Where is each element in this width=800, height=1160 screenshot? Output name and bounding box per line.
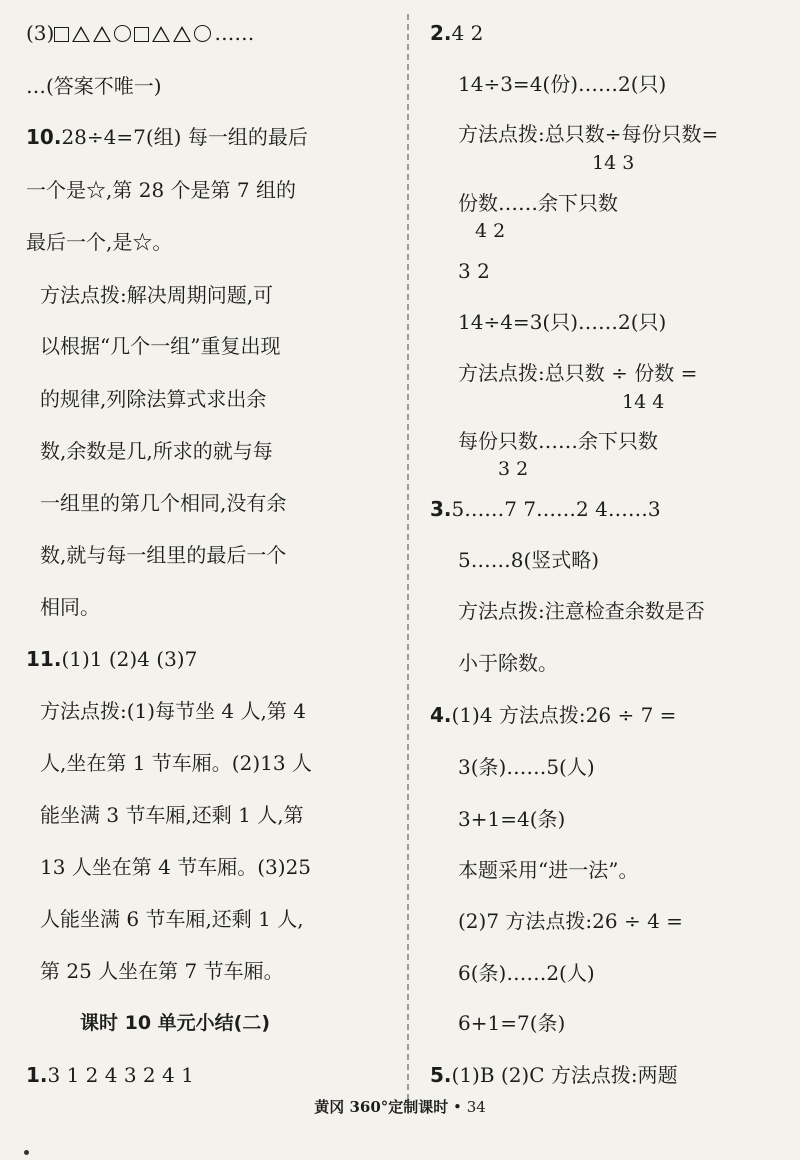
q2-method4-values: 3 2 (498, 458, 529, 480)
s1-number: 1. (26, 1063, 48, 1087)
triangle-shape-icon (72, 26, 90, 42)
q11-number: 11. (26, 647, 62, 671)
q10-number: 10. (26, 125, 62, 149)
q2-number: 2. (430, 21, 452, 45)
page-number: 34 (466, 1098, 486, 1116)
q11-method1: 方法点拨:(1)每节坐 4 人,第 4 (40, 699, 306, 723)
q3-number: 3. (430, 497, 452, 521)
q2-equation2: 14÷4=3(只)……2(只) (458, 310, 667, 334)
circle-shape-icon (194, 25, 211, 42)
triangle-shape-icon (93, 26, 111, 42)
q11-method3: 能坐满 3 节车厢,还剩 1 人,第 (40, 803, 304, 827)
q2-line1 (430, 20, 483, 46)
q11-method4: 13 人坐在第 4 节车厢。(3)25 (40, 855, 312, 879)
footer-separator: • (453, 1098, 462, 1116)
q10-text1: 28÷4=7(组) 每一组的最后 (61, 125, 308, 149)
s1-answers: 3 1 2 4 3 2 4 1 (47, 1063, 194, 1087)
q10-method3: 的规律,列除法算式求出余 (40, 387, 267, 411)
q10-method2: 以根据“几个一组”重复出现 (40, 334, 281, 358)
q2-answers: 4 2 (451, 21, 484, 45)
q4-line1 (430, 702, 676, 728)
q2-method4: 每份只数……余下只数 (458, 429, 658, 453)
q10-method5: 一组里的第几个相同,没有余 (40, 491, 287, 515)
q4-line4: 本题采用“进一法”。 (458, 858, 639, 882)
q10-line1 (26, 124, 308, 150)
q11-method5: 人能坐满 6 节车厢,还剩 1 人, (40, 907, 304, 931)
q2-method2: 份数……余下只数 (458, 191, 618, 215)
q4-line5: (2)7 方法点拨:26 ÷ 4 = (458, 909, 683, 933)
q2-method1-values: 14 3 (592, 152, 635, 174)
q2-method3: 方法点拨:总只数 ÷ 份数 = (458, 361, 698, 385)
q3-answers: 5……7 7……2 4……3 (451, 497, 661, 521)
q5-line1 (430, 1062, 678, 1088)
q10-line3: 最后一个,是☆。 (26, 230, 173, 254)
square-shape-icon (54, 27, 69, 42)
q2-method2-values: 4 2 (475, 220, 506, 242)
triangle-shape-icon (173, 26, 191, 42)
q3-method1: 方法点拨:注意检查余数是否 (458, 599, 705, 623)
q4-number: 4. (430, 703, 452, 727)
q4-line3: 3+1=4(条) (458, 807, 566, 831)
q11-method6: 第 25 人坐在第 7 节车厢。 (40, 959, 284, 983)
q11-line1 (26, 646, 197, 672)
shape-sequence (54, 21, 214, 45)
s1-line (26, 1062, 194, 1088)
q4-line2: 3(条)……5(人) (458, 755, 595, 779)
square-shape-icon (134, 27, 149, 42)
q11-method2: 人,坐在第 1 节车厢。(2)13 人 (40, 751, 312, 775)
q2-method1: 方法点拨:总只数÷每份只数= (458, 122, 719, 146)
circle-shape-icon (114, 25, 131, 42)
q2-answers2: 3 2 (458, 259, 490, 283)
scan-dot (24, 1150, 29, 1155)
q5-number: 5. (430, 1063, 452, 1087)
footer-brand: 黄冈 360°定制课时 (314, 1098, 449, 1116)
q9-note: …(答案不唯一) (26, 74, 162, 98)
q4-line6: 6(条)……2(人) (458, 961, 595, 985)
q5-text: (1)B (2)C 方法点拨:两题 (451, 1063, 678, 1087)
q10-line2: 一个是☆,第 28 个是第 7 组的 (26, 178, 296, 202)
section-heading: 课时 10 单元小结(二) (80, 1012, 271, 1034)
q11-answers: (1)1 (2)4 (3)7 (61, 647, 198, 671)
q3-answers2: 5……8(竖式略) (458, 548, 600, 572)
q9-part3-prefix: (3) (26, 21, 55, 45)
q2-equation1: 14÷3=4(份)……2(只) (458, 72, 667, 96)
q3-method2: 小于除数。 (458, 651, 558, 675)
page-footer (0, 1096, 800, 1117)
q2-method3-values: 14 4 (622, 391, 665, 413)
column-divider (407, 14, 409, 1100)
q10-method4: 数,余数是几,所求的就与每 (40, 439, 273, 463)
q4-line7: 6+1=7(条) (458, 1011, 566, 1035)
q9-part3-line (26, 20, 254, 46)
q3-line1 (430, 496, 661, 522)
q10-method6: 数,就与每一组里的最后一个 (40, 543, 287, 567)
q10-method7: 相同。 (40, 595, 100, 619)
q4-part1: (1)4 方法点拨:26 ÷ 7 = (451, 703, 677, 727)
triangle-shape-icon (152, 26, 170, 42)
q9-part3-ellipsis: …… (214, 21, 255, 45)
q10-method1: 方法点拨:解决周期问题,可 (40, 283, 274, 307)
